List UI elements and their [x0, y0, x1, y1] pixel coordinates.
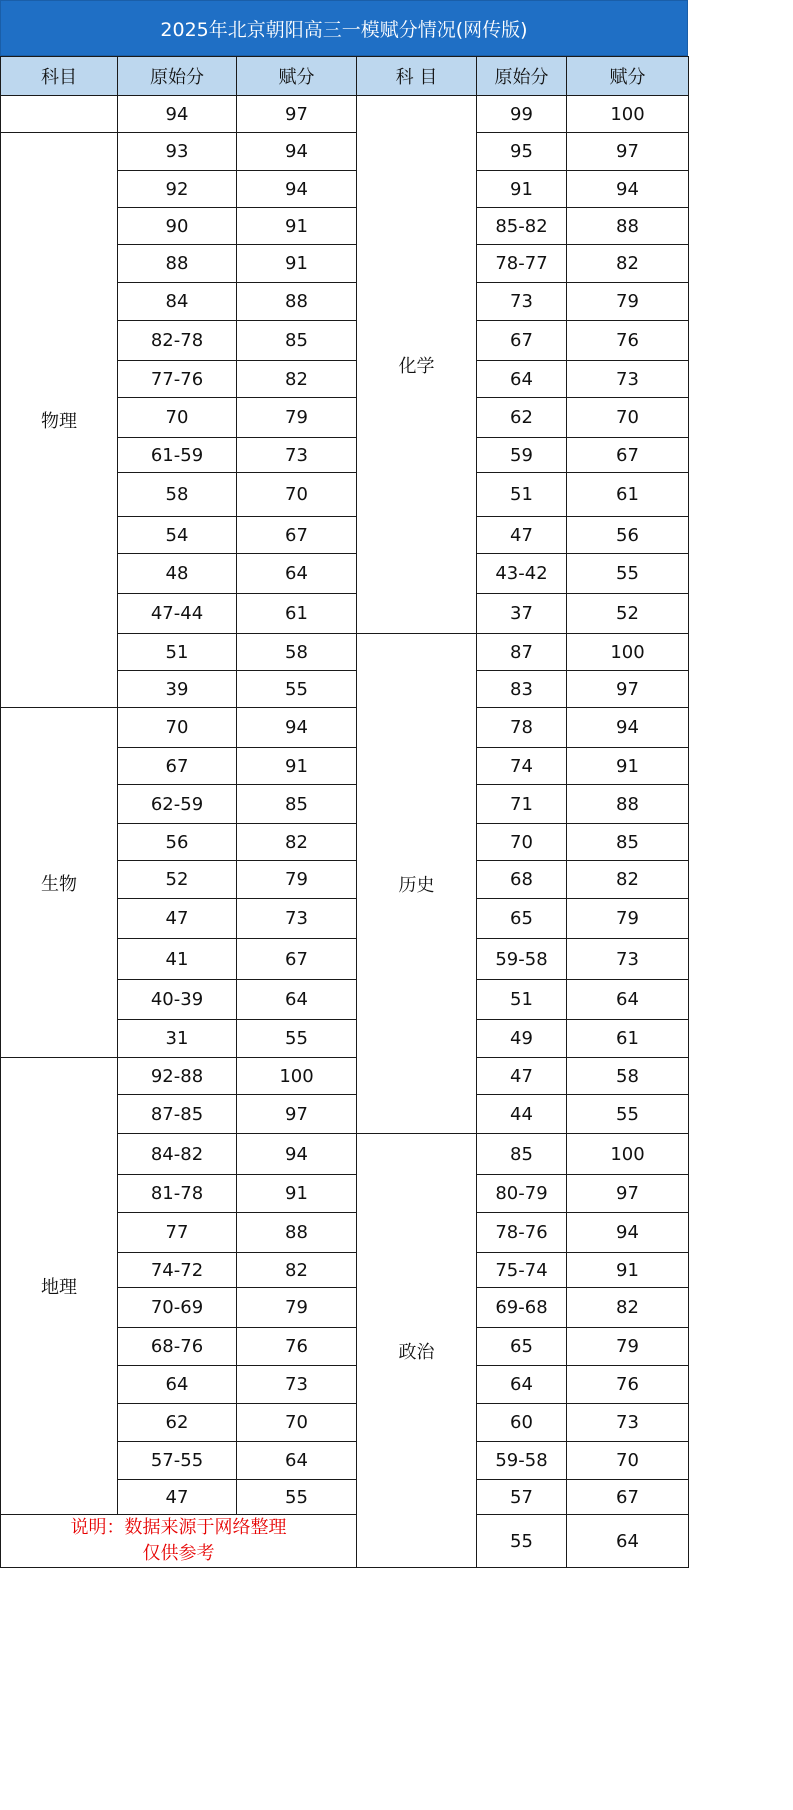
scaled-score-cell: 100 — [567, 96, 689, 133]
raw-score-cell: 59-58 — [477, 1442, 567, 1480]
table-header-row — [1, 57, 689, 96]
scaled-score-cell: 97 — [567, 133, 689, 171]
raw-score-cell: 92 — [118, 171, 237, 208]
scaled-score-cell: 91 — [237, 245, 357, 283]
raw-score-cell: 67 — [118, 748, 237, 785]
scaled-score-cell: 55 — [567, 1095, 689, 1134]
raw-score-cell: 99 — [477, 96, 567, 133]
raw-score-cell: 39 — [118, 671, 237, 708]
raw-score-cell: 64 — [118, 1366, 237, 1404]
subject-chemistry: 化学 — [357, 96, 477, 634]
raw-score-cell: 64 — [477, 361, 567, 398]
scaled-score-cell: 79 — [567, 899, 689, 939]
scaled-score-cell: 91 — [237, 208, 357, 245]
scaled-score-cell: 94 — [567, 171, 689, 208]
raw-score-cell: 59-58 — [477, 939, 567, 980]
raw-score-cell: 47 — [477, 1058, 567, 1095]
scaled-score-cell: 88 — [567, 208, 689, 245]
raw-score-cell: 69-68 — [477, 1288, 567, 1328]
scaled-score-cell: 82 — [237, 361, 357, 398]
subject-geography: 地理 — [1, 1058, 118, 1515]
page-title: 2025年北京朝阳高三一模赋分情况(网传版) — [0, 0, 688, 56]
scaled-score-cell: 97 — [567, 671, 689, 708]
scaled-score-cell: 73 — [567, 939, 689, 980]
scaled-score-cell: 97 — [237, 1095, 357, 1134]
table-row — [1, 708, 689, 748]
raw-score-cell: 31 — [118, 1020, 237, 1058]
raw-score-cell: 70 — [118, 398, 237, 438]
raw-score-cell: 77 — [118, 1213, 237, 1253]
scaled-score-cell: 67 — [237, 939, 357, 980]
scaled-score-cell: 94 — [567, 1213, 689, 1253]
scaled-score-cell: 79 — [567, 283, 689, 321]
scaled-score-cell: 70 — [237, 1404, 357, 1442]
scaled-score-cell: 58 — [237, 634, 357, 671]
raw-score-cell: 87-85 — [118, 1095, 237, 1134]
scaled-score-cell: 76 — [567, 1366, 689, 1404]
raw-score-cell: 47 — [477, 517, 567, 554]
raw-score-cell: 85 — [477, 1134, 567, 1175]
raw-score-cell: 67 — [477, 321, 567, 361]
scaled-score-cell: 67 — [237, 517, 357, 554]
scaled-score-cell: 52 — [567, 594, 689, 634]
scaled-score-cell: 70 — [567, 1442, 689, 1480]
subject-politics: 政治 — [357, 1134, 477, 1568]
scaled-score-cell: 64 — [237, 980, 357, 1020]
scaled-score-cell: 55 — [237, 671, 357, 708]
scaled-score-cell: 85 — [567, 824, 689, 861]
raw-score-cell: 78-76 — [477, 1213, 567, 1253]
scaled-score-cell: 70 — [567, 398, 689, 438]
raw-score-cell: 83 — [477, 671, 567, 708]
scaled-score-cell: 85 — [237, 321, 357, 361]
raw-score-cell: 70-69 — [118, 1288, 237, 1328]
scaled-score-cell: 70 — [237, 473, 357, 517]
scaled-score-cell: 55 — [567, 554, 689, 594]
raw-score-cell: 84-82 — [118, 1134, 237, 1175]
raw-score-cell: 93 — [118, 133, 237, 171]
raw-score-cell: 47 — [118, 1480, 237, 1515]
scaled-score-cell: 91 — [567, 1253, 689, 1288]
header-raw-right: 原始分 — [477, 57, 567, 96]
scaled-score-cell: 82 — [237, 824, 357, 861]
scaled-score-cell: 61 — [567, 473, 689, 517]
scaled-score-cell: 91 — [237, 1175, 357, 1213]
source-note — [1, 1515, 357, 1568]
scaled-score-cell: 94 — [237, 133, 357, 171]
scaled-score-cell: 82 — [237, 1253, 357, 1288]
raw-score-cell: 73 — [477, 283, 567, 321]
raw-score-cell: 62 — [118, 1404, 237, 1442]
scaled-score-cell: 100 — [567, 634, 689, 671]
scaled-score-cell: 73 — [237, 1366, 357, 1404]
raw-score-cell: 60 — [477, 1404, 567, 1442]
raw-score-cell: 80-79 — [477, 1175, 567, 1213]
scaled-score-cell: 79 — [237, 1288, 357, 1328]
raw-score-cell: 41 — [118, 939, 237, 980]
raw-score-cell: 56 — [118, 824, 237, 861]
scaled-score-cell: 85 — [237, 785, 357, 824]
raw-score-cell: 65 — [477, 1328, 567, 1366]
subject-history: 历史 — [357, 634, 477, 1134]
raw-score-cell: 74-72 — [118, 1253, 237, 1288]
header-subject-left: 科目 — [1, 57, 118, 96]
raw-score-cell: 95 — [477, 133, 567, 171]
raw-score-cell: 92-88 — [118, 1058, 237, 1095]
raw-score-cell: 51 — [118, 634, 237, 671]
raw-score-cell: 62-59 — [118, 785, 237, 824]
table-body — [1, 96, 689, 1568]
subject-physics: 物理 — [1, 133, 118, 708]
scaled-score-cell: 82 — [567, 1288, 689, 1328]
subject-cell-empty — [1, 96, 118, 133]
raw-score-cell: 71 — [477, 785, 567, 824]
raw-score-cell: 47-44 — [118, 594, 237, 634]
scaled-score-cell: 94 — [237, 1134, 357, 1175]
scaled-score-cell: 67 — [567, 1480, 689, 1515]
scaled-score-cell: 55 — [237, 1480, 357, 1515]
score-table — [0, 56, 689, 1568]
scaled-score-cell: 79 — [237, 398, 357, 438]
raw-score-cell: 90 — [118, 208, 237, 245]
scaled-score-cell: 100 — [237, 1058, 357, 1095]
scaled-score-cell: 55 — [237, 1020, 357, 1058]
raw-score-cell: 51 — [477, 473, 567, 517]
scaled-score-cell: 76 — [567, 321, 689, 361]
scaled-score-cell: 64 — [567, 980, 689, 1020]
header-raw-left: 原始分 — [118, 57, 237, 96]
table-row — [1, 1058, 689, 1095]
scaled-score-cell: 61 — [237, 594, 357, 634]
scaled-score-cell: 56 — [567, 517, 689, 554]
scaled-score-cell: 73 — [237, 438, 357, 473]
scaled-score-cell: 100 — [567, 1134, 689, 1175]
raw-score-cell: 91 — [477, 171, 567, 208]
raw-score-cell: 77-76 — [118, 361, 237, 398]
source-note-line2: 仅供参考 — [142, 1543, 215, 1564]
scaled-score-cell: 88 — [237, 1213, 357, 1253]
scaled-score-cell: 94 — [567, 708, 689, 748]
raw-score-cell: 81-78 — [118, 1175, 237, 1213]
scaled-score-cell: 58 — [567, 1058, 689, 1095]
raw-score-cell: 78-77 — [477, 245, 567, 283]
raw-score-cell: 57-55 — [118, 1442, 237, 1480]
raw-score-cell: 87 — [477, 634, 567, 671]
raw-score-cell: 94 — [118, 96, 237, 133]
raw-score-cell: 48 — [118, 554, 237, 594]
header-scaled-right: 赋分 — [567, 57, 689, 96]
scaled-score-cell: 94 — [237, 708, 357, 748]
raw-score-cell: 65 — [477, 899, 567, 939]
scaled-score-cell: 76 — [237, 1328, 357, 1366]
raw-score-cell: 68-76 — [118, 1328, 237, 1366]
raw-score-cell: 88 — [118, 245, 237, 283]
raw-score-cell: 44 — [477, 1095, 567, 1134]
raw-score-cell: 74 — [477, 748, 567, 785]
raw-score-cell: 55 — [477, 1515, 567, 1568]
scaled-score-cell: 94 — [237, 171, 357, 208]
raw-score-cell: 37 — [477, 594, 567, 634]
subject-biology: 生物 — [1, 708, 118, 1058]
scaled-score-cell: 97 — [567, 1175, 689, 1213]
scaled-score-cell: 97 — [237, 96, 357, 133]
scaled-score-cell: 91 — [237, 748, 357, 785]
scaled-score-cell: 64 — [567, 1515, 689, 1568]
scaled-score-cell: 73 — [567, 1404, 689, 1442]
raw-score-cell: 75-74 — [477, 1253, 567, 1288]
table-row — [1, 96, 689, 133]
table-row — [1, 133, 689, 171]
raw-score-cell: 78 — [477, 708, 567, 748]
raw-score-cell: 52 — [118, 861, 237, 899]
scaled-score-cell: 82 — [567, 245, 689, 283]
scaled-score-cell: 61 — [567, 1020, 689, 1058]
table-row-note — [1, 1515, 689, 1568]
raw-score-cell: 57 — [477, 1480, 567, 1515]
header-subject-right: 科 目 — [357, 57, 477, 96]
scaled-score-cell: 91 — [567, 748, 689, 785]
raw-score-cell: 51 — [477, 980, 567, 1020]
scaled-score-cell: 73 — [567, 361, 689, 398]
raw-score-cell: 70 — [118, 708, 237, 748]
scaled-score-cell: 73 — [237, 899, 357, 939]
raw-score-cell: 47 — [118, 899, 237, 939]
raw-score-cell: 40-39 — [118, 980, 237, 1020]
scaled-score-cell: 64 — [237, 1442, 357, 1480]
scaled-score-cell: 67 — [567, 438, 689, 473]
raw-score-cell: 61-59 — [118, 438, 237, 473]
raw-score-cell: 85-82 — [477, 208, 567, 245]
scaled-score-cell: 88 — [567, 785, 689, 824]
raw-score-cell: 59 — [477, 438, 567, 473]
scaled-score-cell: 79 — [567, 1328, 689, 1366]
raw-score-cell: 70 — [477, 824, 567, 861]
raw-score-cell: 84 — [118, 283, 237, 321]
scaled-score-cell: 79 — [237, 861, 357, 899]
raw-score-cell: 68 — [477, 861, 567, 899]
scaled-score-cell: 64 — [237, 554, 357, 594]
header-scaled-left: 赋分 — [237, 57, 357, 96]
scaled-score-cell: 82 — [567, 861, 689, 899]
scaled-score-cell: 88 — [237, 283, 357, 321]
source-note-line1: 说明：数据来源于网络整理 — [70, 1517, 287, 1538]
raw-score-cell: 54 — [118, 517, 237, 554]
raw-score-cell: 62 — [477, 398, 567, 438]
raw-score-cell: 43-42 — [477, 554, 567, 594]
raw-score-cell: 49 — [477, 1020, 567, 1058]
raw-score-cell: 82-78 — [118, 321, 237, 361]
raw-score-cell: 58 — [118, 473, 237, 517]
raw-score-cell: 64 — [477, 1366, 567, 1404]
